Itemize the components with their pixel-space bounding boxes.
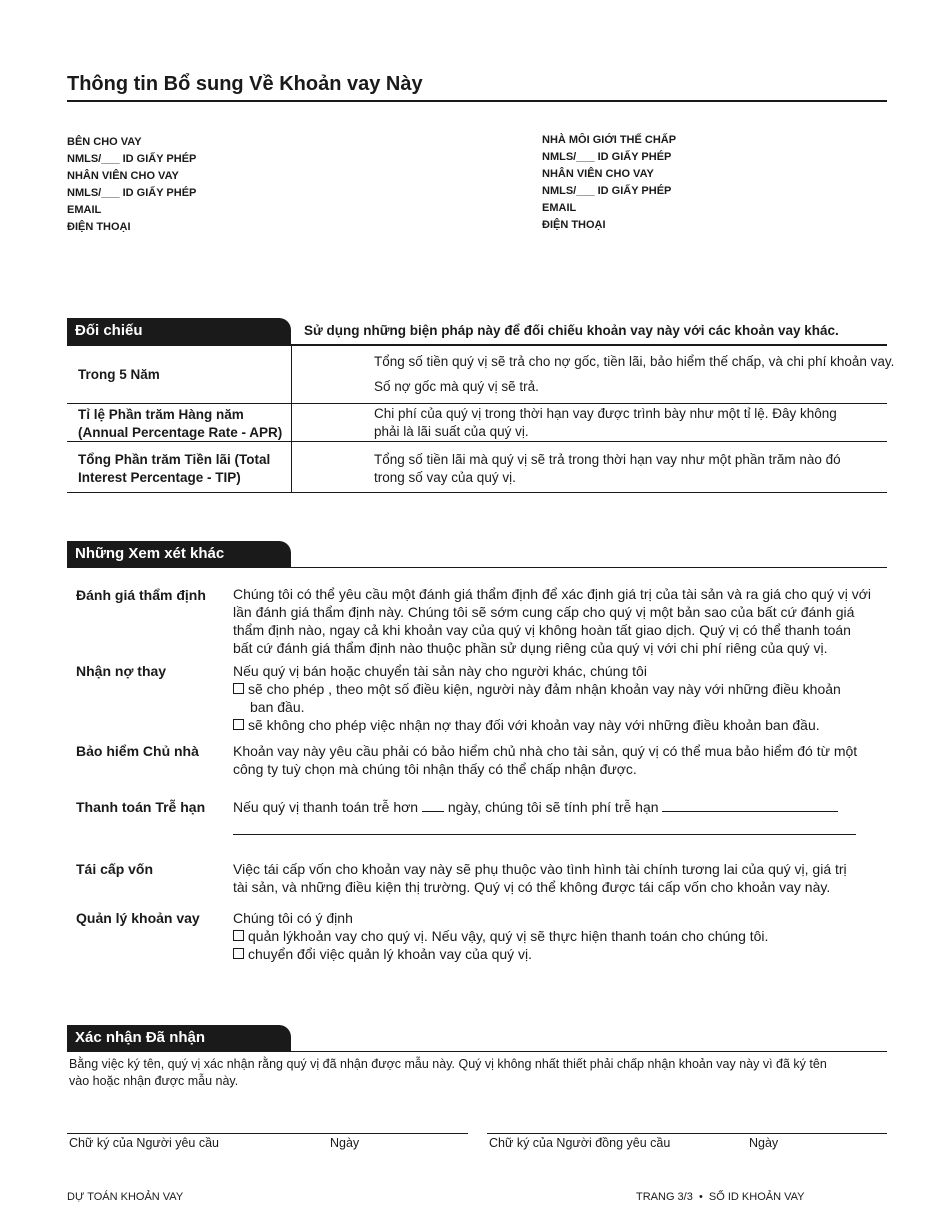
insurance-line: công ty tuỳ chọn mà chúng tôi nhận thấy có thể chấp nhận được. [233, 761, 637, 777]
assumption-option-allow-text: sẽ cho phép , theo một số điều kiện, người này đảm nhận khoản vay này với những điều khoản [248, 681, 841, 697]
insurance-line: Khoản vay này yêu cầu phải có bảo hiểm chủ nhà cho tài sản, quý vị có thể mua bảo hiểm đó từ một [233, 743, 858, 759]
comparisons-bottom-rule [67, 492, 887, 493]
broker-phone-label: ĐIỆN THOẠI [542, 219, 606, 231]
receipt-line: Bằng việc ký tên, quý vị xác nhận rằng quý vị đã nhận được mẫu này. Quý vị không nhất thiết phải chấp nhận khoản vay này vì đã ký tên [69, 1057, 827, 1071]
confirm-receipt-text [69, 1056, 827, 1090]
appraisal-label: Đánh giá thẩm định [76, 587, 206, 603]
assumption-option-allow [233, 680, 841, 698]
five-year-desc-total: Tổng số tiền quý vị sẽ trả cho nợ gốc, tiền lãi, bảo hiểm thế chấp, và chi phí khoản vay. [374, 354, 895, 369]
title-divider [67, 100, 887, 102]
lender-phone-label: ĐIỆN THOẠI [67, 221, 131, 233]
tip-desc-line1: Tổng số tiền lãi mà quý vị sẽ trả trong thời hạn vay như một phần trăm nào đó [374, 452, 841, 467]
refinance-line: Việc tái cấp vốn cho khoản vay này sẽ phụ thuộc vào tình hình tài chính tương lai của quý vị, giá trị [233, 861, 847, 877]
late-payment-text [233, 798, 838, 816]
row-divider [67, 403, 887, 404]
lender-contact-block [67, 134, 196, 236]
apr-desc [374, 405, 837, 441]
apr-desc-line2: phải là lãi suất của quý vị. [374, 424, 529, 439]
five-year-label: Trong 5 Năm [78, 367, 160, 382]
broker-officer-nmls-label: NMLS/___ ID GIẤY PHÉP [542, 185, 672, 197]
late-fee-blank[interactable] [662, 811, 838, 812]
comparisons-column-divider [291, 344, 292, 493]
co-applicant-signature-label: Chữ ký của Người đồng yêu cầu [489, 1136, 671, 1150]
late-payment-text-b: ngày, chúng tôi sẽ tính phí trễ hạn [447, 799, 659, 815]
applicant-signature-line[interactable] [67, 1133, 468, 1134]
applicant-signature-label: Chữ ký của Người yêu cầu [69, 1136, 219, 1150]
assumption-intro: Nếu quý vị bán hoặc chuyển tài sản này cho người khác, chúng tôi [233, 663, 647, 679]
broker-email-label: EMAIL [542, 202, 577, 214]
checkbox-service-loan[interactable] [233, 930, 244, 941]
servicing-label: Quản lý khoản vay [76, 910, 200, 926]
servicing-option-service [233, 927, 768, 945]
tip-label-line2: Interest Percentage - TIP) [78, 470, 241, 485]
assumption-label: Nhận nợ thay [76, 663, 167, 679]
servicing-option-service-text: quản lýkhoản vay cho quý vị. Nếu vậy, quý vị sẽ thực hiện thanh toán cho chúng tôi. [248, 928, 769, 944]
refinance-text [233, 860, 847, 896]
homeowners-insurance-text [233, 742, 857, 778]
lender-officer-nmls-label: NMLS/___ ID GIẤY PHÉP [67, 187, 197, 199]
lender-officer-label: NHÂN VIÊN CHO VAY [67, 170, 179, 182]
tip-label-line1: Tổng Phần trăm Tiền lãi (Total [78, 452, 271, 467]
refinance-label: Tái cấp vốn [76, 861, 154, 877]
applicant-date-label: Ngày [330, 1136, 360, 1150]
servicing-intro: Chúng tôi có ý định [233, 910, 353, 926]
confirm-receipt-tab: Xác nhận Đã nhận [67, 1025, 291, 1052]
appraisal-line: lần đánh giá thẩm định này. Chúng tôi sẽ sớm cung cấp cho quý vị một bản sao của bất cứ đánh giá [233, 604, 855, 620]
lender-nmls-label: NMLS/___ ID GIẤY PHÉP [67, 153, 197, 165]
late-payment-label: Thanh toán Trễ hạn [76, 799, 206, 815]
checkbox-deny-assumption[interactable] [233, 719, 244, 730]
lender-label: BÊN CHO VAY [67, 136, 142, 148]
confirm-receipt-rule [67, 1051, 887, 1052]
broker-contact-block [542, 132, 676, 234]
comparisons-top-rule [67, 344, 887, 346]
appraisal-line: Chúng tôi có thể yêu cầu một đánh giá thẩm định để xác định giá trị của tài sản và ra giá cho quý vị với [233, 586, 871, 602]
tip-desc [374, 451, 841, 487]
apr-desc-line1: Chi phí của quý vị trong thời hạn vay được trình bày như một tỉ lệ. Đây không [374, 406, 837, 421]
assumption-option-deny [233, 716, 841, 734]
servicing-option-transfer [233, 945, 768, 963]
lender-email-label: EMAIL [67, 204, 102, 216]
comparisons-tab: Đối chiếu [67, 318, 291, 345]
five-year-desc-principal: Số nợ gốc mà quý vị sẽ trả. [374, 379, 539, 394]
late-fee-blank-line[interactable] [233, 834, 856, 835]
row-divider [67, 441, 887, 442]
broker-officer-label: NHÂN VIÊN CHO VAY [542, 168, 654, 180]
late-payment-text-a: Nếu quý vị thanh toán trễ hơn [233, 799, 419, 815]
page-title: Thông tin Bổ sung Về Khoản vay Này [67, 73, 423, 95]
homeowners-insurance-label: Bảo hiểm Chủ nhà [76, 743, 199, 759]
co-applicant-signature-line[interactable] [487, 1133, 887, 1134]
tip-label [78, 451, 270, 487]
servicing-text [233, 909, 768, 963]
comparisons-intro: Sử dụng những biện pháp này để đối chiếu khoản vay này với các khoản vay khác. [304, 323, 839, 338]
apr-label [78, 406, 282, 442]
broker-label: NHÀ MÔI GIỚI THẾ CHẤP [542, 134, 677, 146]
appraisal-line: bất cứ đánh giá thẩm định nào thuộc phần sử dụng riêng của quý vị với chi phí riêng của quý vị. [233, 640, 828, 656]
footer-page-info: TRANG 3/3 • SỐ ID KHOẢN VAY [636, 1191, 805, 1203]
co-applicant-date-label: Ngày [749, 1136, 779, 1150]
receipt-line: vào hoặc nhận được mẫu này. [69, 1074, 239, 1088]
servicing-option-transfer-text: chuyển đổi việc quản lý khoản vay của quý vị. [248, 946, 533, 962]
apr-label-line1: Tỉ lệ Phần trăm Hàng năm [78, 407, 244, 422]
other-considerations-rule [67, 567, 887, 568]
footer-form-name: DỰ TOÁN KHOẢN VAY [67, 1191, 184, 1203]
appraisal-line: thẩm định nào, ngay cả khi khoản vay của quý vị không hoàn tất giao dịch. Quý vị có thể thanh toán [233, 622, 851, 638]
apr-label-line2: (Annual Percentage Rate - APR) [78, 425, 283, 440]
checkbox-allow-assumption[interactable] [233, 683, 244, 694]
assumption-option-deny-text: sẽ không cho phép việc nhận nợ thay đối với khoản vay này với những điều khoản ban đầu. [248, 717, 820, 733]
refinance-line: tài sản, và những điều kiện thị trường. Quý vị có thể không được tái cấp vốn cho khoản vay này. [233, 879, 831, 895]
late-days-blank[interactable] [422, 811, 444, 812]
broker-nmls-label: NMLS/___ ID GIẤY PHÉP [542, 151, 672, 163]
appraisal-text [233, 585, 871, 657]
tip-desc-line2: trong số vay của quý vị. [374, 470, 516, 485]
other-considerations-tab: Những Xem xét khác [67, 541, 291, 568]
assumption-text [233, 662, 841, 734]
assumption-option-allow-text-cont: ban đầu. [250, 699, 305, 715]
checkbox-transfer-servicing[interactable] [233, 948, 244, 959]
